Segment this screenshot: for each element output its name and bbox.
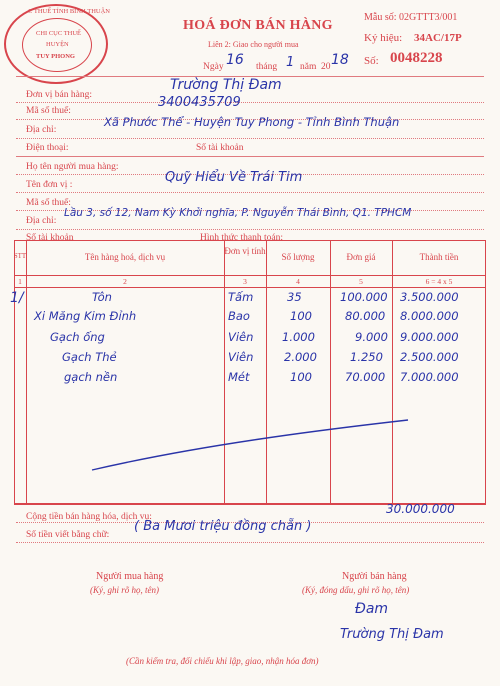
row2-unit: Bao bbox=[228, 309, 250, 323]
buyer-person-label: Họ tên người mua hàng: bbox=[26, 162, 119, 172]
sum-label: Cộng tiền bán hàng hóa, dịch vụ: bbox=[26, 512, 152, 522]
words-value: ( Ba Mươi triệu đồng chẵn ) bbox=[134, 519, 312, 534]
col-num-6: 6 = 4 x 5 bbox=[425, 277, 453, 286]
seller-name: Trường Thị Đam bbox=[170, 77, 282, 93]
buyer-tax-label: Mã số thuế: bbox=[26, 198, 71, 208]
header-name: Tên hàng hoá, dịch vụ bbox=[84, 252, 166, 262]
header-unit: Đơn vị tính bbox=[224, 246, 266, 256]
row1-qty: 35 bbox=[287, 290, 302, 304]
words-label: Số tiền viết bằng chữ: bbox=[26, 530, 110, 540]
row4-total: 2.500.000 bbox=[400, 350, 459, 364]
seller-sign-title: Người bán hàng bbox=[342, 571, 407, 582]
buyer-unit-label: Tên đơn vị : bbox=[26, 180, 73, 190]
date-year-printed: 20 bbox=[321, 62, 331, 72]
buyer-address: Lầu 3, số 12, Nam Kỳ Khởi nghĩa, P. Nguyễn Thái Bình, Q1. TPHCM bbox=[64, 207, 412, 219]
date-month: 1 bbox=[286, 55, 295, 70]
symbol-value: 34AC/17P bbox=[414, 32, 462, 44]
seller-tax-label: Mã số thuế: bbox=[26, 106, 71, 116]
header-qty: Số lượng bbox=[281, 252, 315, 262]
row2-qty: 100 bbox=[290, 309, 312, 323]
row5-name: gạch nền bbox=[64, 370, 118, 384]
row3-name: Gạch ống bbox=[50, 330, 105, 344]
col-num-1: 1 bbox=[18, 277, 22, 286]
buyer-sign-hint: (Ký, ghi rõ họ, tên) bbox=[90, 585, 159, 595]
form-number: Mẫu số: 02GTTT3/001 bbox=[364, 12, 458, 23]
seller-address: Xã Phước Thể - Huyện Tuy Phong - Tỉnh Bình Thuận bbox=[104, 115, 400, 129]
seller-printed-name: Trường Thị Đam bbox=[340, 627, 444, 642]
col-num-3: 3 bbox=[243, 277, 247, 286]
row3-qty: 1.000 bbox=[282, 330, 315, 344]
row3-price: 9.000 bbox=[355, 330, 388, 344]
stamp-text-top: C THUẾ TỈNH BÌNH THUẬN bbox=[28, 8, 110, 15]
row2-price: 80.000 bbox=[345, 309, 386, 323]
invoice-number: 0048228 bbox=[390, 50, 443, 66]
sum-value: 30.000.000 bbox=[386, 502, 455, 516]
row3-unit: Viên bbox=[228, 330, 254, 344]
row1-unit: Tấm bbox=[228, 290, 254, 304]
footer-note: (Cần kiểm tra, đối chiếu khi lập, giao, nhận hóa đơn) bbox=[126, 656, 319, 666]
seller-name-label: Đơn vị bán hàng: bbox=[26, 90, 92, 100]
row1-price: 100.000 bbox=[340, 290, 388, 304]
seller-sign-hint: (Ký, đóng dấu, ghi rõ họ, tên) bbox=[302, 585, 410, 595]
seller-account-label: Số tài khoản bbox=[196, 143, 244, 153]
stamp-text-4: TUY PHONG bbox=[36, 53, 75, 60]
header-total: Thành tiền bbox=[419, 252, 459, 262]
date-label-month: tháng bbox=[256, 62, 278, 72]
seller-address-label: Địa chỉ: bbox=[26, 125, 57, 135]
row2-total: 8.000.000 bbox=[400, 309, 459, 323]
row1-name: Tôn bbox=[92, 290, 112, 304]
date-day: 16 bbox=[226, 52, 244, 68]
col-num-4: 4 bbox=[296, 277, 300, 286]
row4-price: 1.250 bbox=[350, 350, 383, 364]
invoice-title: HOÁ ĐƠN BÁN HÀNG bbox=[183, 18, 333, 33]
seller-tax-code: 3400435709 bbox=[158, 95, 241, 110]
copy-label: Liên 2: Giao cho người mua bbox=[208, 40, 299, 49]
buyer-sign-title: Người mua hàng bbox=[96, 571, 164, 582]
header-price: Đơn giá bbox=[346, 252, 376, 262]
seller-signature: Đam bbox=[355, 601, 389, 617]
col-num-2: 2 bbox=[123, 277, 127, 286]
seller-phone-label: Điện thoại: bbox=[26, 143, 69, 153]
row4-unit: Viên bbox=[228, 350, 254, 364]
symbol-label: Ký hiệu: bbox=[364, 32, 403, 44]
buyer-unit-name: Quỹ Hiểu Về Trái Tim bbox=[165, 170, 303, 185]
row3-total: 9.000.000 bbox=[400, 330, 459, 344]
row5-total: 7.000.000 bbox=[400, 370, 459, 384]
row5-unit: Mét bbox=[228, 370, 250, 384]
row5-price: 70.000 bbox=[345, 370, 386, 384]
payment-method-label: Hình thức thanh toán: bbox=[200, 233, 283, 243]
row4-qty: 2.000 bbox=[284, 350, 317, 364]
stamp-text-2: CHI CỤC THUẾ bbox=[36, 30, 82, 37]
date-label-day: Ngày bbox=[203, 62, 224, 72]
row1-total: 3.500.000 bbox=[400, 290, 459, 304]
row2-name: Xi Măng Kim Đỉnh bbox=[34, 309, 137, 323]
stamp-text-3: HUYỆN bbox=[46, 41, 69, 48]
item-stt: 1/ bbox=[10, 290, 24, 306]
date-year-written: 18 bbox=[331, 52, 349, 68]
buyer-address-label: Địa chỉ: bbox=[26, 216, 57, 226]
header-stt: STT bbox=[13, 252, 27, 260]
buyer-account-label: Số tài khoản bbox=[26, 233, 74, 243]
col-num-5: 5 bbox=[359, 277, 363, 286]
number-label: Số: bbox=[364, 55, 379, 67]
date-label-year: năm bbox=[300, 62, 317, 72]
row5-qty: 100 bbox=[290, 370, 312, 384]
row4-name: Gạch Thẻ bbox=[62, 350, 117, 364]
